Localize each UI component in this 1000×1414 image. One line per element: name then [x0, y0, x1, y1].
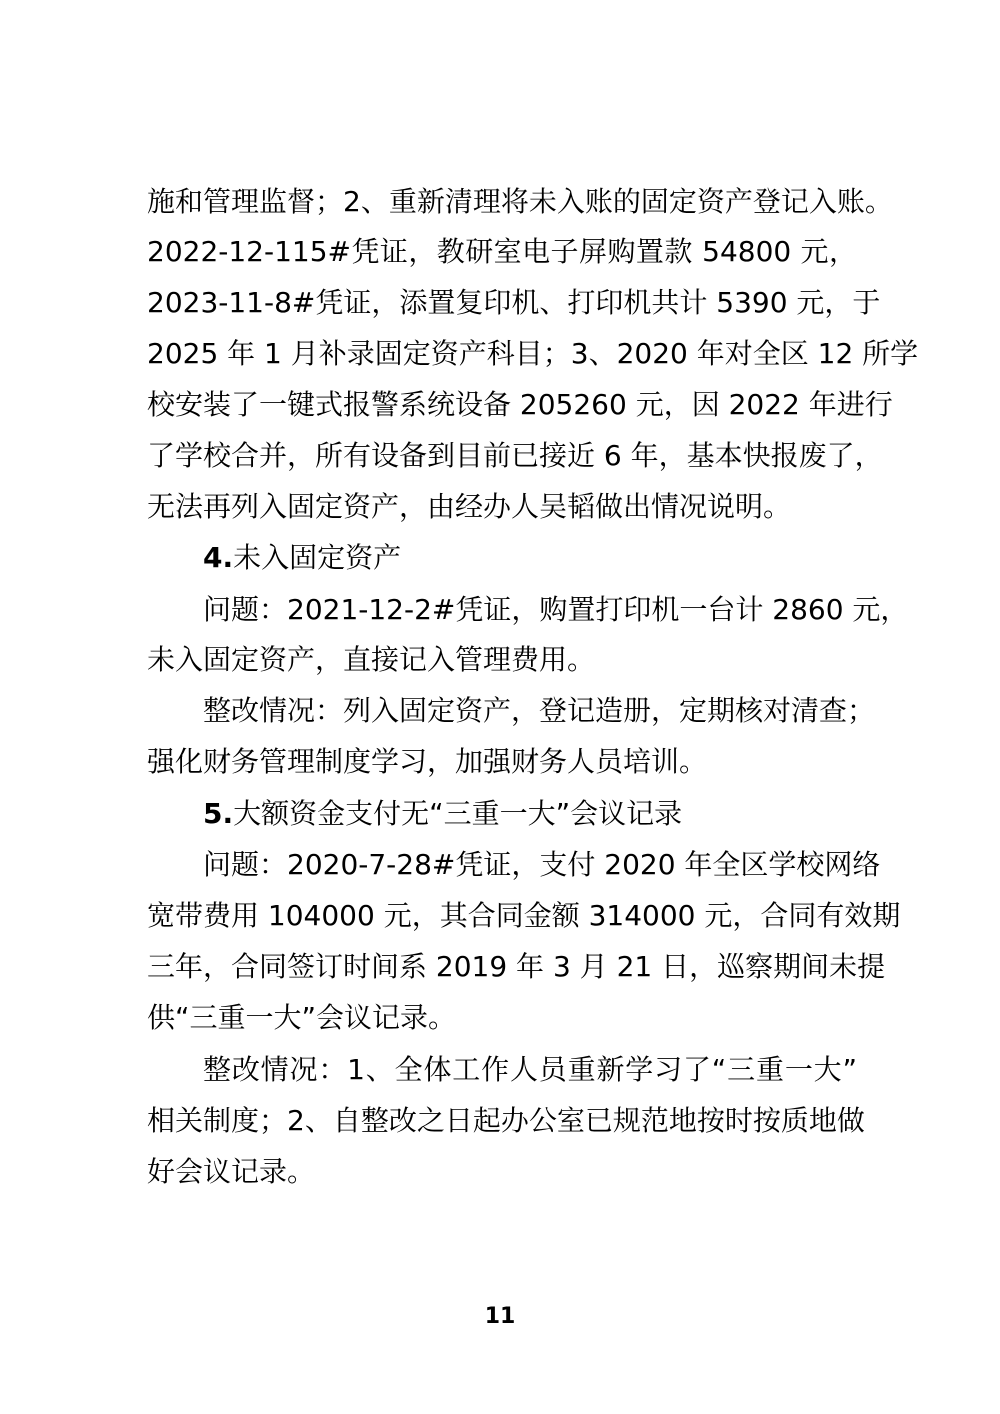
body-text-line: 宽带费用 104000 元，其合同金额 314000 元，合同有效期 — [147, 899, 901, 932]
page-number: 11 — [484, 1304, 516, 1329]
body-text-line: 整改情况：列入固定资产，登记造册，定期核对清查； — [203, 694, 876, 727]
body-text-line: 三年，合同签订时间系 2019 年 3 月 21 日，巡察期间未提 — [147, 950, 886, 983]
body-text-line: 无法再列入固定资产，由经办人吴韬做出情况说明。 — [147, 490, 792, 523]
body-text-line: 校安装了一键式报警系统设备 205260 元，因 2022 年进行 — [147, 388, 893, 421]
body-text-line: 未入固定资产，直接记入管理费用。 — [147, 643, 596, 676]
body-text-line: 2023-11-8#凭证，添置复印机、打印机共计 5390 元，于 — [147, 286, 881, 319]
body-text-line: 相关制度；2、自整改之日起办公室已规范地按时按质地做 — [147, 1104, 865, 1137]
section-number: 4. — [203, 541, 234, 574]
section-title: 未入固定资产 — [233, 541, 402, 574]
body-text-line: 施和管理监督；2、重新清理将未入账的固定资产登记入账。 — [147, 185, 893, 218]
body-text-line: 供“三重一大”会议记录。 — [147, 1001, 457, 1034]
section-heading-4 — [203, 538, 857, 578]
body-text-line: 问题：2020-7-28#凭证，支付 2020 年全区学校网络 — [203, 848, 881, 881]
section-number: 5. — [203, 797, 234, 830]
body-text-line: 2022-12-115#凭证，教研室电子屏购置款 54800 元， — [147, 235, 857, 268]
section-title: 大额资金支付无“三重一大”会议记录 — [233, 797, 683, 830]
body-text-line: 好会议记录。 — [147, 1155, 316, 1188]
body-text-line: 强化财务管理制度学习，加强财务人员培训。 — [147, 745, 708, 778]
body-text-line: 2025 年 1 月补录固定资产科目；3、2020 年对全区 12 所学 — [147, 337, 919, 370]
body-text-line: 了学校合并，所有设备到目前已接近 6 年，基本快报废了， — [147, 439, 883, 472]
section-heading-5 — [203, 794, 857, 834]
body-text-line: 问题：2021-12-2#凭证，购置打印机一台计 2860 元， — [203, 593, 909, 626]
body-text-line: 整改情况：1、全体工作人员重新学习了“三重一大” — [203, 1053, 857, 1086]
